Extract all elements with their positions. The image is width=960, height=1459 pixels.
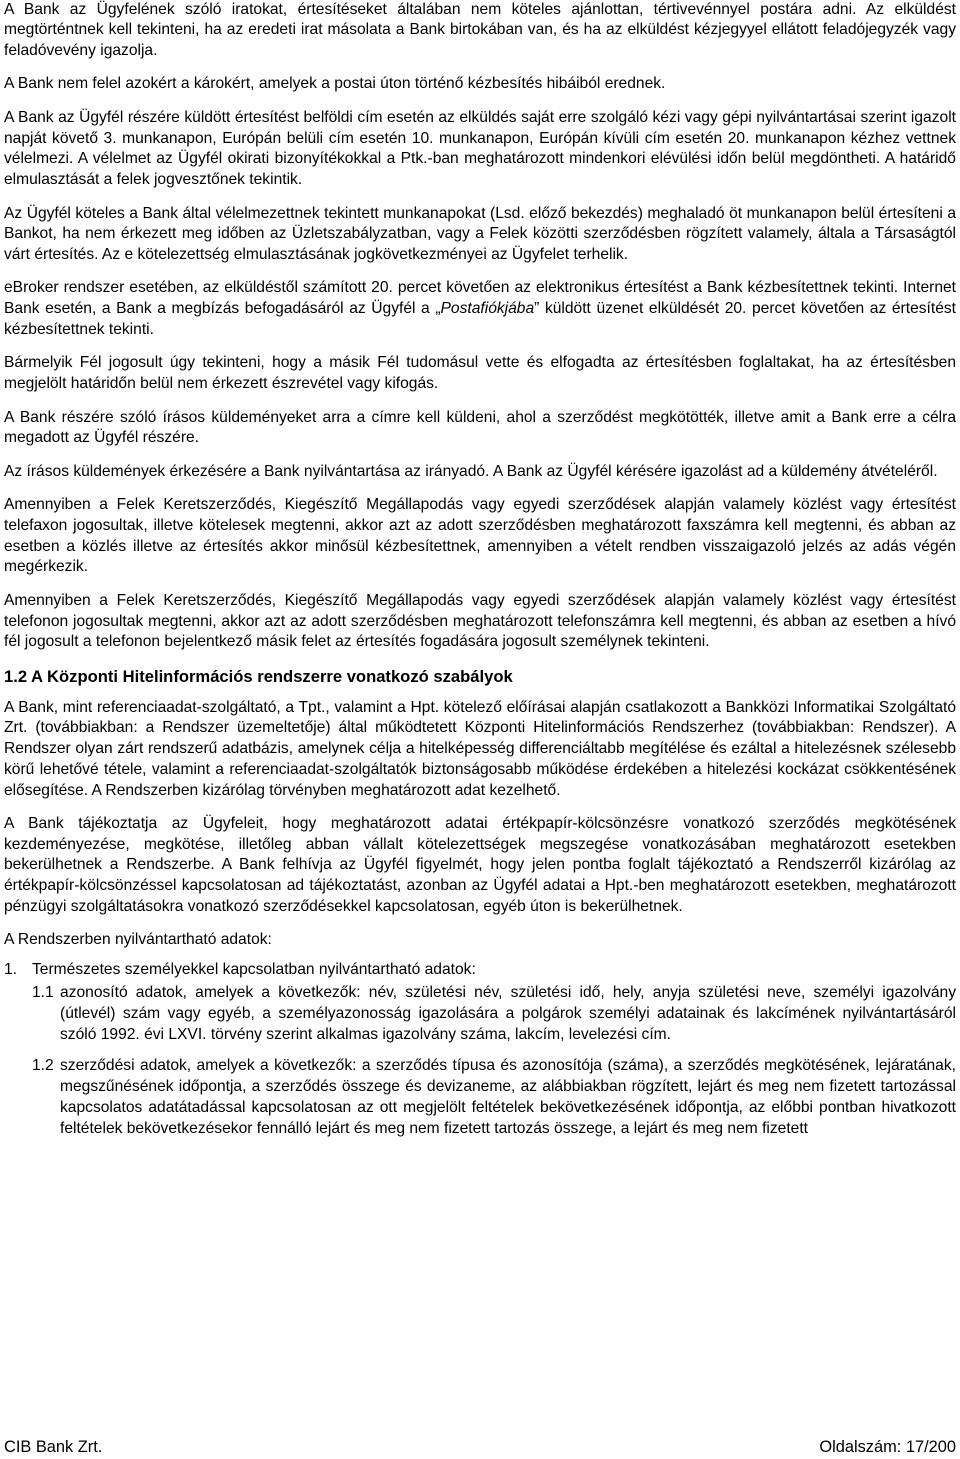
list-item: [4, 960, 956, 981]
paragraph: A Bank nem felel azokért a károkért, amelyek a postai úton történő kézbesítés hibáiból erednek.: [4, 75, 666, 93]
paragraph: Bármelyik Fél jogosult úgy tekinteni, hogy a másik Fél tudomásul vette és elfogadta az értesítésben foglaltakat, ha az értesítésben megjelölt határidőn belül nem érkezett észrevétel vagy kifogás.: [4, 354, 956, 393]
paragraph: A Rendszerben nyilvántartható adatok:: [4, 931, 272, 949]
sub-list-item: [32, 1056, 956, 1139]
paragraph: A Bank, mint referenciaadat-szolgáltató, a Tpt., valamint a Hpt. kötelező előírásai alapján csatlakozott a Bankközi Informatikai Szolgáltató Zrt. (továbbiakban: a Rendszer üzemeltetője) által működtetett Központi Hitelinformációs Rendszerhez (továbbiakban: Rendszer). A Rendszer olyan zárt rendszerű adatbázis, amelynek célja a hitelképesség differenciáltabb megítélése és ezáltal a hitelezésnek szélesebb körű lehetővé tétele, valamint a referenciaadat-szolgáltatók biztonságosabb működése érdekében a hitelezési kockázat csökkentésének elősegítése. A Rendszerben kizárólag törvényben meghatározott adat kezelhető.: [4, 698, 956, 799]
list-number: 1.2: [32, 1057, 54, 1075]
paragraph: A Bank az Ügyfelének szóló iratokat, értesítéseket általában nem köteles ajánlottan, tértivevénnyel postára adni. Az elküldést megtörténtnek kell tekinteni, ha az eredeti irat másolata a Bank birtokában van, és ha az elküldést kézjegyyel ellátott feladójegyzék vagy feladóvevény igazolja.: [4, 0, 956, 59]
document-page: [4, 0, 956, 1150]
list-number: 1.1: [32, 984, 54, 1002]
list-text: Természetes személyekkel kapcsolatban nyilvántartható adatok:: [32, 960, 476, 978]
paragraph: A Bank az Ügyfél részére küldött értesítést belföldi cím esetén az elküldés saját erre szolgáló kézi vagy gépi nyilvántartásai szerint igazolt napját követő 3. munkanapon, Európán belüli cím esetén 10. munkanapon, Európán kívüli cím esetén 20. munkanapon kézhez vettnek vélelmezi. A vélelmet az Ügyfél okirati bizonyítékokkal a Ptk.-ban meghatározott mindenkori elévülési időn belül megdöntheti. A határidő elmulasztását a felek jogvesztőnek tekintik.: [4, 108, 956, 189]
list-text: szerződési adatok, amelyek a következők: a szerződés típusa és azonosítója (száma), a szerződés megkötésének, lejáratának, megszűnésének időpontja, a szerződés összege és devizaneme, az alábbiakban rögzített, lejárt és meg nem fizetett tartozással kapcsolatos adatátadással kapcsolatosan az ott megjelölt feltételek bekövetkezésének időpontja, az előbbi pontban hivatkozott feltételek bekövetkezésekor fennálló lejárt és meg nem fizetett tartozás összege, a lejárt és meg nem fizetett: [60, 1057, 956, 1137]
list-text: azonosító adatok, amelyek a következők: név, születési név, születési idő, hely, anyja születési neve, személyi igazolvány (útlevél) szám vagy egyéb, a személyazonosság igazolására a polgárok személyi adatainak és lakcímének nyilvántartásáról szóló 1992. évi LXVI. törvény szerint alkalmas igazolvány száma, lakcím, levelezési cím.: [60, 984, 956, 1043]
paragraph: Az Ügyfél köteles a Bank által vélelmezettnek tekintett munkanapokat (Lsd. előző bekezdés) meghaladó öt munkanapon belül értesíteni a Bankot, ha nem érkezett meg időben az Üzletszabályzatban, vagy a Felek közötti szerződésben rögzített valamely, általa a Társaságtól várt értesítés. Az e kötelezettség elmulasztásának jogkövetkezményei az Ügyfelet terhelik.: [4, 204, 956, 263]
page-footer: [4, 1437, 956, 1457]
footer-company: CIB Bank Zrt.: [4, 1438, 103, 1456]
text-span: eBroker rendszer esetében, az elküldéstől számított 20. percet követően az elektronikus értesítést a Bank kézbesítettnek tekinti. Internet Bank esetén, a Bank a megbízás befogadásáról az Ügyfél a „: [4, 279, 956, 318]
paragraph-ebroker: [4, 278, 956, 340]
paragraph: Amennyiben a Felek Keretszerződés, Kiegészítő Megállapodás vagy egyedi szerződések alapján valamely közlést vagy értesítést telefaxon jogosultak, illetve kötelesek megtenni, akkor azt az adott szerződésben meghatározott faxszámra kell megtenni, és abban az esetben a közlés illetve az értesítés akkor minősül kézbesítettnek, amennyiben a vételt rendben visszaigazoló jelzés az adás végén megérkezik.: [4, 496, 956, 576]
list-number: 1.: [4, 960, 18, 978]
paragraph: Amennyiben a Felek Keretszerződés, Kiegészítő Megállapodás vagy egyedi szerződések alapján valamely közlést vagy értesítést telefonon jogosultak megtenni, akkor azt az adott szerződésben meghatározott telefonszámra kell megtenni, és abban az esetben a hívó fél jogosult a telefonon bejelentkező másik felet az értesítés fogadására jogosult személynek tekinteni.: [4, 591, 956, 651]
paragraph: Az írásos küldemények érkezésére a Bank nyilvántartása az irányadó. A Bank az Ügyfél kérésére igazolást ad a küldemény átvételéről.: [4, 462, 938, 480]
sub-list-item: [32, 983, 956, 1045]
footer-page-number: Oldalszám: 17/200: [819, 1438, 956, 1456]
paragraph: A Bank részére szóló írásos küldeményeket arra a címre kell küldeni, ahol a szerződést megkötötték, illetve amit a Bank erre a célra megadott az Ügyfél részére.: [4, 408, 956, 447]
section-heading: 1.2 A Központi Hitelinformációs rendszerre vonatkozó szabályok: [4, 666, 513, 686]
text-span: ” küldött üzenet elküldését 20. percet követően az értesítést kézbesítettnek tekinti.: [4, 300, 957, 338]
paragraph: A Bank tájékoztatja az Ügyfeleit, hogy meghatározott adatai értékpapír-kölcsönzésre vonatkozó szerződés megkötésének kezdeményezése, megkötése, illetőleg abban vállalt kötelezettségek megszegése vonatkozásában meghatározott esetekben bekerülhetnek a Rendszerbe. A Bank felhívja az Ügyfél figyelmét, hogy jelen pontba foglalt tájékoztató a Rendszerről kizárólag az értékpapír-kölcsönzéssel kapcsolatosan ad tájékoztatást, azonban az Ügyfél adatai a Hpt.-ben meghatározott esetekben, meghatározott pénzügyi szolgáltatásokra vonatkozó szerződésekkel kapcsolatosan, egyéb úton is bekerülhetnek.: [4, 815, 956, 915]
emphasis-text: Postafiókjába: [440, 300, 535, 318]
